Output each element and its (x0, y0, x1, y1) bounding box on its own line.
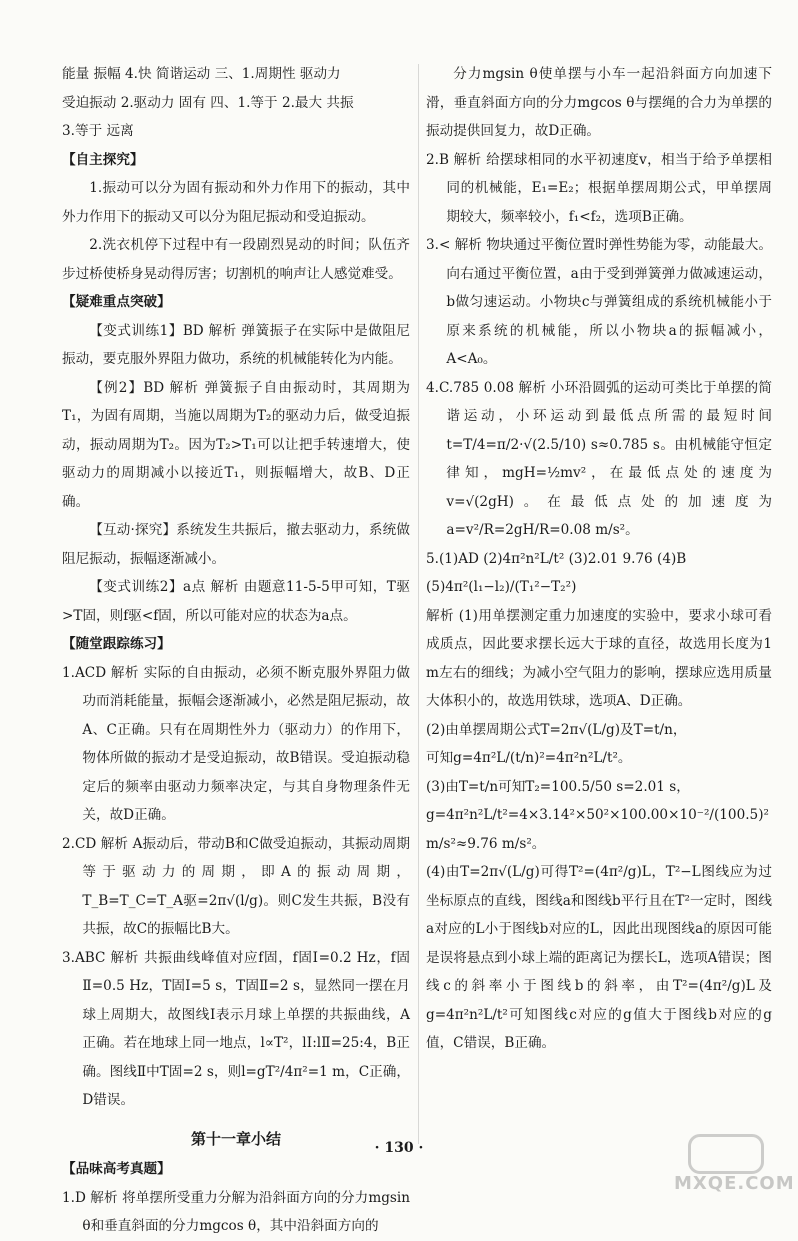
right-column (426, 60, 772, 1058)
watermark-badge-icon (688, 1134, 764, 1174)
exercise-answer: 4.C.785 0.08 解析 小环沿圆弧的运动可类比于单摆的简谐运动，小环运动到最低点所需的最短时间t=T/4=π/2·√(2.5/10) s≈0.785 s。由机械能守恒定律知，mgH=½mv²，在最低点处的速度为v=√(2gH)。在最低点处的加速度为a=v²/R=2gH/R=0.08 m/s²。 (426, 379, 772, 538)
paragraph: 1.振动可以分为固有振动和外力作用下的振动，其中外力作用下的振动又可以分为阻尼振动和受迫振动。 (62, 180, 410, 225)
paragraph: (3)由T=t/n可知T₂=100.5/50 s=2.01 s， (426, 778, 690, 795)
left-column (62, 60, 410, 1241)
watermark-text: MXQE.COM (674, 1173, 795, 1194)
paragraph: 【互动·探究】系统发生共振后，撤去驱动力，系统做阻尼振动，振幅逐渐减小。 (62, 522, 410, 567)
answer-line: 受迫振动 2.驱动力 固有 四、1.等于 2.最大 共振 (62, 94, 354, 111)
exercise-answer: 2.B 解析 给摆球相同的水平初速度v，相当于给予单摆相同的机械能，E₁=E₂；根据单摆周期公式，甲单摆周期较大，频率较小，f₁<f₂，选项B正确。 (426, 151, 772, 225)
paragraph: 可知g=4π²L/(t/n)²=4π²n²L/t²。 (426, 750, 632, 766)
watermark-logo (674, 1134, 795, 1194)
chapter-title: 第十一章小结 (190, 1129, 281, 1148)
answer-line: 3.等于 远离 (62, 123, 134, 139)
answer-line: 能量 振幅 4.快 简谐运动 三、1.周期性 驱动力 (62, 66, 341, 82)
exercise-answer: 2.CD 解析 A振动后，带动B和C做受迫振动，其振动周期等于驱动力的周期，即A的振动周期，T_B=T_C=T_A驱=2π√(l/g)。则C发生共振，B没有共振，故C的振幅比B大。 (62, 835, 410, 937)
section-heading: 【疑难重点突破】 (62, 294, 171, 310)
paragraph: (2)由单摆周期公式T=2π√(L/g)及T=t/n， (426, 721, 687, 738)
paragraph: 解析 (1)用单摆测定重力加速度的实验中，要求小球可看成质点，因此要求摆长远大于球的直径，故选用长度为1 m左右的细线；为减小空气阻力的影响，摆球应选用质量大体积小的，故选用铁球，选项A、D正确。 (426, 607, 772, 709)
exercise-answer: (5)4π²(l₁−l₂)/(T₁²−T₂²) (426, 579, 577, 595)
paragraph: (4)由T=2π√(L/g)可得T²=(4π²/g)L，T²−L图线应为过坐标原点的直线，图线a和图线b平行且在T²一定时，图线a对应的L小于图线b对应的L，因此出现图线a的原因可能是误将悬点到小球上端的距离记为摆长L，选项A错误；图线c的斜率小于图线b的斜率，由T²=(4π²/g)L及g=4π²n²L/t²可知图线c对应的g值大于图线b对应的g值，C错误，B正确。 (426, 864, 772, 1051)
section-heading: 【随堂跟踪练习】 (62, 636, 171, 652)
paragraph: 【变式训练2】a点 解析 由题意11-5-5甲可知，T驱>T固，则f驱<f固，所以可能对应的状态为a点。 (62, 579, 410, 624)
paragraph: 【例2】BD 解析 弹簧振子自由振动时，其周期为T₁，为固有周期，当施以周期为T₂的驱动力后，做受迫振动，振动周期为T₂。因为T₂>T₁可以让把手转速增大，使驱动力的周期减小以接近T₁，则振幅增大，故B、D正确。 (62, 379, 410, 510)
exercise-answer: 3.< 解析 物块通过平衡位置时弹性势能为零，动能最大。向右通过平衡位置，a由于受到弹簧弹力做减速运动，b做匀速运动。小物块c与弹簧组成的系统机械能小于原来系统的机械能，所以小物块a的振幅减小，A<A₀。 (426, 237, 772, 367)
exercise-answer: 1.D 解析 将单摆所受重力分解为沿斜面方向的分力mgsin θ和垂直斜面的分力mgcos θ，其中沿斜面方向的 (62, 1189, 410, 1234)
exercise-answer: 1.ACD 解析 实际的自由振动，必须不断克服外界阻力做功而消耗能量，振幅会逐渐减小，必然是阻尼振动，故A、C正确。只有在周期性外力（驱动力）的作用下，物体所做的振动才是受迫振动，故B错误。受迫振动稳定后的频率由驱动力频率决定，与其自身物理条件无关，故D正确。 (62, 664, 410, 823)
paragraph: g=4π²n²L/t²=4×3.14²×50²×100.00×10⁻²/(100.5)² m/s²≈9.76 m/s²。 (426, 807, 769, 852)
section-heading: 【自主探究】 (62, 151, 144, 168)
paragraph: 2.洗衣机停下过程中有一段剧烈晃动的时间；队伍齐步过桥使桥身晃动得厉害；切割机的响声让人感觉难受。 (62, 237, 410, 282)
exercise-answer: 5.(1)AD (2)4π²n²L/t² (3)2.01 9.76 (4)B (426, 550, 687, 567)
paragraph: 分力mgsin θ使单摆与小车一起沿斜面方向加速下滑，垂直斜面方向的分力mgcos θ与摆绳的合力为单摆的振动提供回复力，故D正确。 (426, 66, 772, 139)
exercise-answer: 3.ABC 解析 共振曲线峰值对应f固，f固Ⅰ=0.2 Hz，f固Ⅱ=0.5 Hz，T固Ⅰ=5 s，T固Ⅱ=2 s，显然同一摆在月球上周期大，故图线Ⅰ表示月球上单摆的共振曲线，A正确。若在地球上同一地点，l∝T²，lⅠ:lⅡ=25:4，B正确。图线Ⅱ中T固=2 s，则l=gT²/4π²=1 m，C正确，D错误。 (62, 949, 410, 1108)
page-number: · 130 · (374, 1140, 424, 1156)
section-heading: 【品味高考真题】 (62, 1161, 171, 1177)
column-divider (418, 64, 419, 1144)
paragraph: 【变式训练1】BD 解析 弹簧振子在实际中是做阻尼振动，要克服外界阻力做功，系统的机械能转化为内能。 (62, 322, 410, 367)
